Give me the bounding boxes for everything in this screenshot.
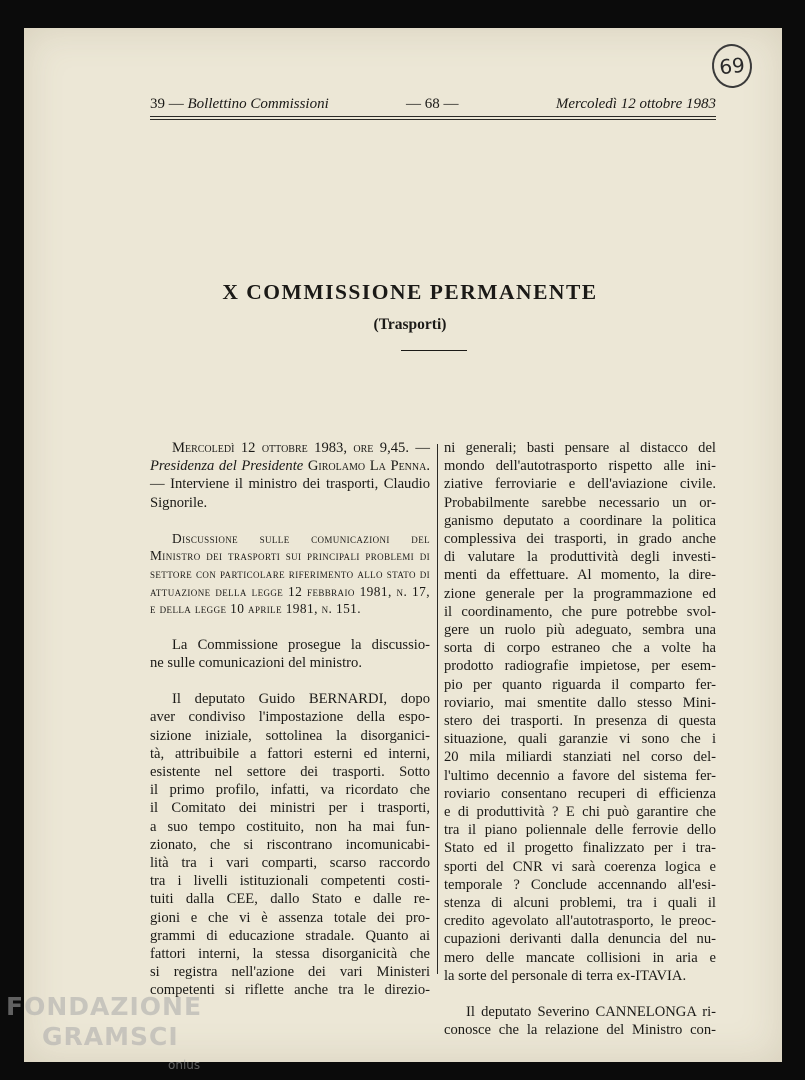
watermark-logo [6,992,203,1072]
text-line: complessiva dei trasporti, in grado anche [444,531,716,548]
header-page-number: — 68 — [406,96,459,112]
text-line: gioni e che vi è assenza totale dei pro- [150,909,430,926]
intro-paragraph: Mercoledì 12 ottobre 1983, ore 9,45. — Presidenza del Presidente Girolamo La Penna. — Interviene il ministro dei trasporti, Claudio Signorile. [150,440,430,511]
text-line: lità tra i vari comparti, scarso raccordo [150,855,430,872]
text-line: credito agevolato all'autotrasporto, le preoc- [444,913,716,930]
text-line: il primo profilo, infatti, va ricordato che [150,782,430,799]
watermark-line1: FONDAZIONE [6,992,203,1021]
spacer [444,985,716,1003]
text-line: competenti si riflette anche tra le direzio- [150,982,430,999]
text-line: stero dei trasporti. In presenza di questa [444,713,716,730]
text-line: zionato, che si riscontrano incomunicabi- [150,836,430,853]
column-separator [437,444,438,974]
text-line: fattori interni, la stessa disorganicità che [150,946,430,963]
text-line: stenza di alcuni problemi, tra i quali il [444,895,716,912]
text-line: l'ultimo decennio a favore del sistema fer- [444,767,716,784]
text-line: La Commissione prosegue la discussio- [172,636,430,653]
text-line: temporale ? Conclude accennando all'esi- [444,876,716,893]
text-line: tuiti dalla CEE, dallo Stato e dalle re- [150,891,430,908]
text-line: sizione iniziale, sottolinea la disorganici- [150,727,430,744]
header-left-title: Bollettino Commissioni [187,96,329,112]
text-line: la sorte del personale di terra ex-ITAVIA. [444,967,687,984]
spacer [150,672,430,690]
header-date: Mercoledì 12 ottobre 1983 [555,96,716,112]
right-column [444,439,716,1040]
text-line: Il deputato Guido BERNARDI, dopo [172,691,430,708]
left-column [150,439,430,1000]
text-line: e di produttività ? E chi può garantire che [444,804,716,821]
minister-line: — Interviene il ministro dei trasporti, Claudio Signorile. [150,476,430,511]
text-line: tà, attribuibile a fattori esterni ed interni, [150,745,430,762]
text-line: ziative ferroviarie e dell'aviazione civile. [444,476,716,493]
text-line: gere un ruolo più adeguato, sembra una [444,622,716,639]
text-line: ni generali; basti pensare al distacco del [444,440,716,456]
spacer [150,512,430,530]
session-date: Mercoledì 12 ottobre 1983, ore 9,45. [172,440,409,456]
title-divider [401,350,467,351]
text-line: pio per quanto riguarda il comparto fer- [444,676,716,693]
header-left: 39 — Bollettino Commissioni [150,96,329,112]
paragraph-1 [150,636,430,672]
running-header [150,96,716,118]
text-line: di valutare la produttività degli investi- [444,549,716,566]
paragraph-2-start [150,690,430,999]
text-line: ganismo deputato a coordinare la politica [444,512,716,529]
text-line: 20 mila miliardi stanziati nel corso del- [444,749,716,766]
text-line: zione generale per la programmazione ed [444,585,716,602]
text-line: cupazioni derivanti dalla denuncia del nu- [444,931,716,948]
text-line: prodotto radiografie impietose, per esem- [444,658,716,675]
header-rule-bottom [150,119,716,120]
text-line: tra il piano poliennale delle ferrovie dello [444,822,716,839]
presidenza-label: Presidenza del Presidente [150,458,304,475]
text-line: a suo tempo costituito, non ha mai fun- [150,818,430,835]
discussion-topic: Discussione sulle comunicazioni del Ministro dei trasporti sui principali problemi di settore con particolare riferimento allo stato di attuazione della legge 12 febbraio 1981, n. 17, e della legge 10 aprile 1981, n. 151. [150,530,430,617]
watermark-line2: GRAMSCI [42,1022,179,1051]
text-line: situazione, quali garanzie vi sono che i [444,731,716,748]
text-line: si registra nell'azione dei vari Ministeri [150,964,430,981]
text-line: il Comitato dei ministri per i trasporti, [150,800,430,817]
text-line: roviario consentano recuperi di efficienza [444,785,716,802]
handwritten-page-number: 69 [710,42,754,90]
text-line: esistente nel settore dei trasporti. Sotto [150,764,430,780]
text-line: Il deputato Severino CANNELONGA ri- [466,1004,716,1021]
text-line: grammi di educazione stradale. Quanto ai [150,927,430,944]
president-name: Girolamo La Penna. [307,458,430,475]
text-line: sorta di corpo estraneo che a volte ha [444,640,716,657]
header-left-num: 39 [150,96,165,112]
header-rule-top [150,116,716,117]
text-line: mondo dell'autotrasporto rispetto alle ini- [444,458,716,475]
text-line: Probabilmente sarebbe necessario un or- [444,494,716,511]
text-line: menti da effettuare. Al momento, la dire- [444,567,716,584]
text-line: il coordinamento, che pure potrebbe svol- [444,603,716,620]
text-line: conosce che la relazione del Ministro con- [444,1022,716,1039]
text-line: Stato ed il progetto finalizzato per i tra- [444,840,716,857]
text-line: mero delle mancate collisioni in aria e [444,949,716,966]
paragraph-3 [444,1003,716,1039]
text-line: ne sulle comunicazioni del ministro. [150,654,362,671]
text-line: sporti del CNR vi sarà coerenza logica e [444,858,716,875]
page-title: X COMMISSIONE PERMANENTE [222,280,598,304]
text-line: aver condiviso l'impostazione della espo- [150,709,430,726]
text-line: tra i livelli istituzionali competenti costi- [150,873,430,890]
page-subtitle: (Trasporti) [373,316,447,333]
text-line: roviario, mai smentite dallo stesso Mini- [444,694,716,711]
watermark-line3: onlus [168,1058,201,1072]
spacer [150,618,430,636]
paragraph-2-continued [444,439,716,985]
